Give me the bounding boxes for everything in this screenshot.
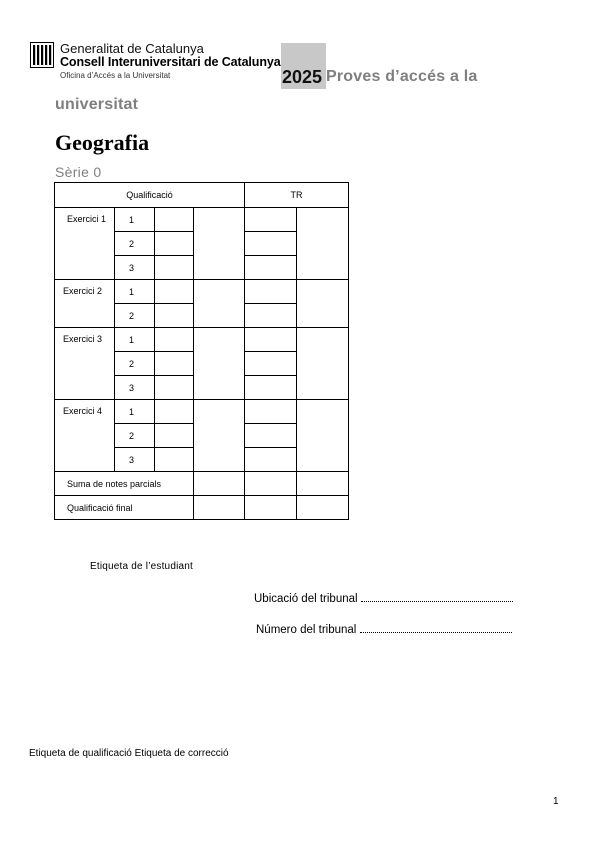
grade-cell[interactable] (155, 280, 194, 304)
sum-label: Suma de notes parcials (55, 472, 194, 496)
serie-label: Sèrie 0 (55, 164, 102, 180)
org-name-oficina: Oficina d’Accés a la Universitat (60, 70, 171, 80)
org-name-generalitat: Generalitat de Catalunya (60, 41, 204, 56)
final-tr-total-cell[interactable] (297, 496, 349, 520)
exercise-total-cell[interactable] (194, 208, 245, 280)
tr-cell[interactable] (245, 424, 297, 448)
item-number: 1 (115, 400, 155, 424)
item-number: 2 (115, 352, 155, 376)
item-number: 3 (115, 376, 155, 400)
exercise-label: Exercici 1 (55, 208, 115, 280)
ubicacio-label: Ubicació del tribunal (254, 593, 358, 605)
table-row (55, 496, 349, 520)
exercise-label: Exercici 2 (55, 280, 115, 328)
exam-title-line2: universitat (55, 96, 139, 113)
final-label: Qualificació final (55, 496, 194, 520)
item-number: 2 (115, 424, 155, 448)
table-header-row (55, 183, 349, 208)
numero-dotted-line (360, 622, 512, 633)
subject-title: Geografia (55, 130, 150, 155)
table-row (55, 472, 349, 496)
exam-title-line1: Proves d’accés a la (326, 68, 478, 85)
tr-cell[interactable] (245, 280, 297, 304)
item-number: 1 (115, 208, 155, 232)
exercise-total-cell[interactable] (194, 328, 245, 400)
table-row (55, 208, 349, 232)
sum-tr-total-cell[interactable] (297, 472, 349, 496)
sum-tr-cell[interactable] (245, 472, 297, 496)
grade-cell[interactable] (155, 256, 194, 280)
tr-cell[interactable] (245, 328, 297, 352)
sum-cell[interactable] (194, 472, 245, 496)
grade-cell[interactable] (155, 424, 194, 448)
tr-cell[interactable] (245, 232, 297, 256)
tr-cell[interactable] (245, 400, 297, 424)
tr-cell[interactable] (245, 304, 297, 328)
tr-cell[interactable] (245, 208, 297, 232)
tr-cell[interactable] (245, 256, 297, 280)
student-label: Etiqueta de l’estudiant (90, 561, 194, 572)
bottom-labels: Etiqueta de qualificació Etiqueta de correcció (29, 748, 229, 759)
generalitat-logo-icon (30, 42, 54, 68)
exercise-label: Exercici 3 (55, 328, 115, 400)
header-tr: TR (245, 183, 349, 208)
tr-total-cell[interactable] (297, 280, 349, 328)
ubicacio-field[interactable] (254, 591, 513, 605)
grade-cell[interactable] (155, 232, 194, 256)
organization-block (60, 42, 281, 80)
grade-cell[interactable] (155, 328, 194, 352)
table-row (55, 400, 349, 424)
grade-cell[interactable] (155, 376, 194, 400)
exercise-total-cell[interactable] (194, 280, 245, 328)
exercise-total-cell[interactable] (194, 400, 245, 472)
exam-year: 2025 (282, 67, 323, 87)
item-number: 2 (115, 304, 155, 328)
item-number: 3 (115, 256, 155, 280)
final-tr-cell[interactable] (245, 496, 297, 520)
item-number: 2 (115, 232, 155, 256)
grade-cell[interactable] (155, 352, 194, 376)
page-number: 1 (553, 796, 559, 807)
tr-cell[interactable] (245, 376, 297, 400)
tr-cell[interactable] (245, 352, 297, 376)
numero-field[interactable] (256, 622, 512, 636)
tr-total-cell[interactable] (297, 208, 349, 280)
final-cell[interactable] (194, 496, 245, 520)
numero-label: Número del tribunal (256, 624, 357, 636)
item-number: 3 (115, 448, 155, 472)
table-row (55, 280, 349, 304)
tr-total-cell[interactable] (297, 400, 349, 472)
tr-cell[interactable] (245, 448, 297, 472)
tr-total-cell[interactable] (297, 328, 349, 400)
table-row (55, 328, 349, 352)
grade-cell[interactable] (155, 304, 194, 328)
item-number: 1 (115, 328, 155, 352)
item-number: 1 (115, 280, 155, 304)
grade-cell[interactable] (155, 400, 194, 424)
header-qualificacio: Qualificació (55, 183, 245, 208)
grade-cell[interactable] (155, 448, 194, 472)
grade-cell[interactable] (155, 208, 194, 232)
grading-table (54, 182, 349, 520)
org-name-consell: Consell Interuniversitari de Catalunya (60, 55, 281, 69)
ubicacio-dotted-line (361, 591, 513, 602)
exercise-label: Exercici 4 (55, 400, 115, 472)
